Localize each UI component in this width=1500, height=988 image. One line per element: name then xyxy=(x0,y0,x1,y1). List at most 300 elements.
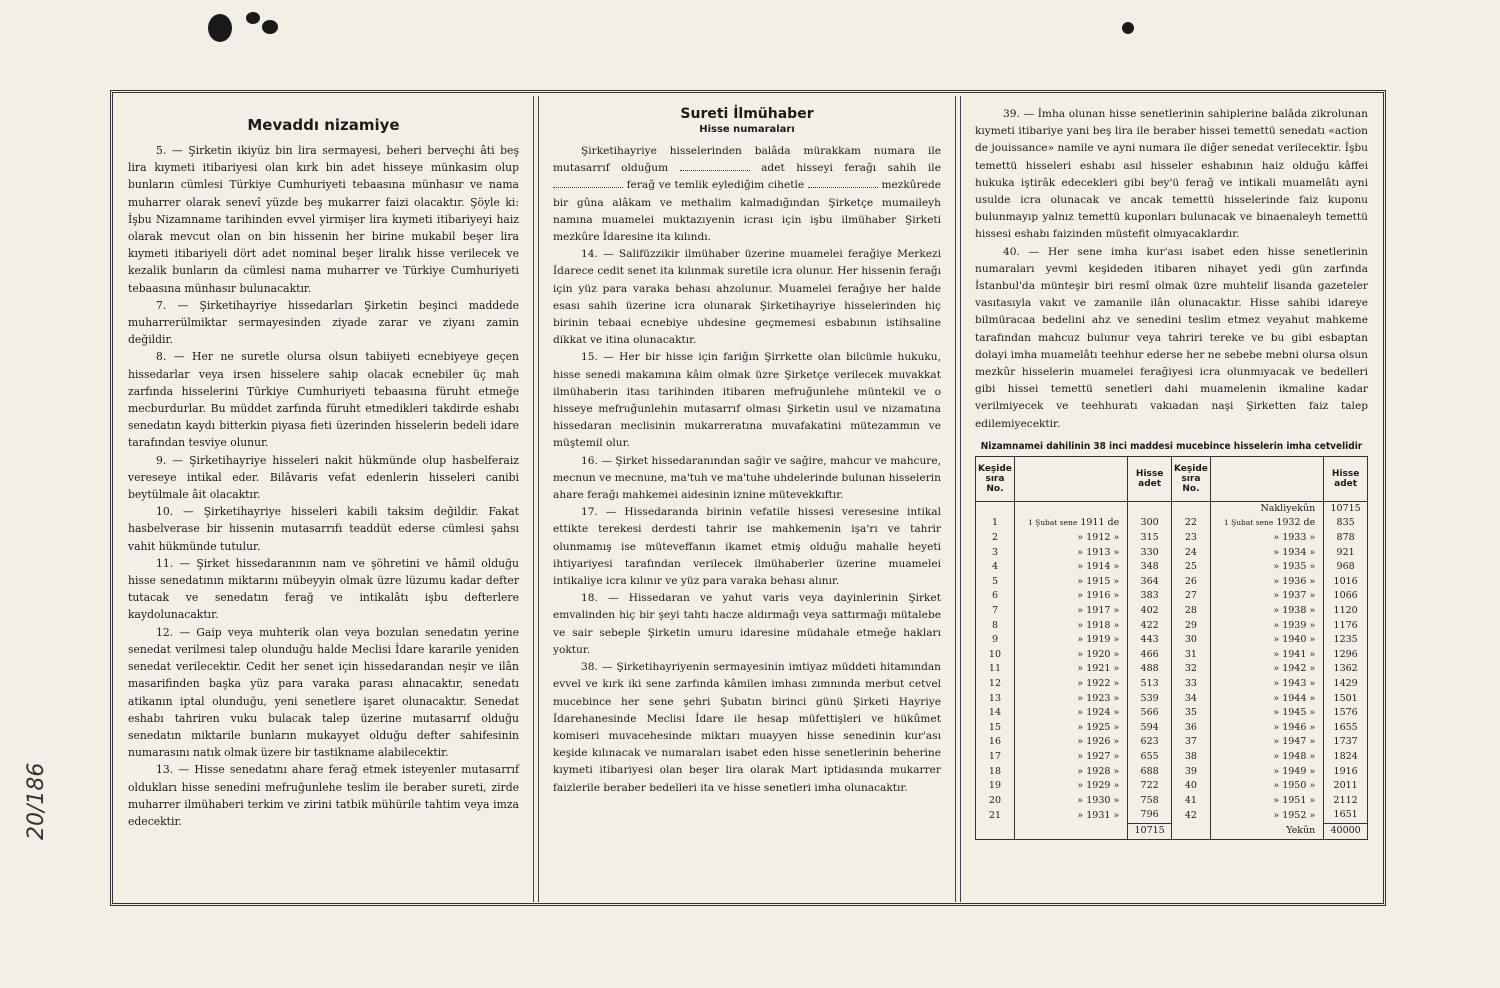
ditto-mark: » xyxy=(1309,707,1316,719)
table-cell-adet: 488 xyxy=(1128,662,1172,677)
article-paragraph: 17. — Hissedaranda birinin vefatile hissesi veresesine intikal ettikte terekesi derdesti tahrir ise mahkemenin işa'rı ve tahrir olunmamış ise müteveffanın ikamet etmiş olduğu mahalle heyeti ihtiyariyesi tarafından verilecek ilmühaberler üzerine muamelei intikaliye icra kılınır ve yüz para varaka behası alınır. xyxy=(553,506,941,588)
table-cell-date xyxy=(1210,735,1323,750)
table-row xyxy=(976,619,1368,634)
year-value: 1915 xyxy=(1086,575,1111,587)
ditto-mark: » xyxy=(1309,809,1316,821)
table-cell-date xyxy=(1014,531,1127,546)
table-cell-no: 37 xyxy=(1171,735,1210,750)
table-cell-adet: 722 xyxy=(1128,779,1172,794)
year-value: 1922 xyxy=(1086,677,1111,689)
table-cell-no: 15 xyxy=(976,721,1015,736)
table-cell-date xyxy=(1014,721,1127,736)
year-value: 1933 xyxy=(1282,532,1307,544)
table-cell-date xyxy=(1210,721,1323,736)
table-cell-adet: 1016 xyxy=(1324,575,1368,590)
article-paragraph: 11. — Şirket hissedaranının nam ve şöhretini ve hâmil olduğu hisse senedatının miktarını mübeyyin olmak üzre lüzumu kadar defter tutacak ve senedatın ferağ ve intikalâtı işbu defterlere kaydolunacaktır. xyxy=(128,556,519,622)
ditto-mark: » xyxy=(1309,721,1316,733)
table-cell-adet: 315 xyxy=(1128,531,1172,546)
table-cell-adet: 758 xyxy=(1128,794,1172,809)
column-sureti-ilmuhaber xyxy=(538,96,956,902)
year-value: 1943 xyxy=(1282,677,1307,689)
table-cell-date xyxy=(1014,823,1127,839)
year-value: 1913 xyxy=(1086,546,1111,558)
year-value: 1911 xyxy=(1080,517,1105,529)
ditto-mark: » xyxy=(1309,750,1316,762)
year-value: 1921 xyxy=(1086,663,1111,675)
table-cell-adet: 1501 xyxy=(1324,692,1368,707)
ditto-mark: » xyxy=(1309,619,1316,631)
year-value: 1925 xyxy=(1086,721,1111,733)
table-cell-date xyxy=(1014,677,1127,692)
ditto-mark: » xyxy=(1113,780,1120,792)
ditto-mark: » xyxy=(1309,546,1316,558)
article-paragraph: 8. — Her ne suretle olursa olsun tabiiyeti ecnebiyeye geçen hissedarlar veya irsen hisselere sahip olacak ecnebiler üç mah zarfında hisselerini Türkiye Cumhuriyeti tebaasına füruht etmeğe mecburdurlar. Bu müddet zarfında füruht etmedikleri takdirde eshabı senedatın kaydı bitterkin piyasa fieti üzerinden hisselerin bedeli idare tarafından tesviye olunur. xyxy=(128,350,519,450)
ditto-mark: » xyxy=(1273,809,1280,821)
carried-forward-label: Nakliyekûn xyxy=(1210,501,1323,516)
table-cell-no: 29 xyxy=(1171,619,1210,634)
ditto-mark: » xyxy=(1309,736,1316,748)
ditto-mark: » xyxy=(1077,648,1084,660)
table-row xyxy=(976,546,1368,561)
ditto-mark: » xyxy=(1113,532,1120,544)
table-cell-date xyxy=(1210,706,1323,721)
ditto-mark: » xyxy=(1273,707,1280,719)
year-value: 1938 xyxy=(1282,605,1307,617)
table-row xyxy=(976,604,1368,619)
article-paragraph: 40. — Her sene imha kur'ası isabet eden hisse senetlerinin numaraları yevmi keşideden itibaren nihayet yedi gün zarfında İstanbul'da münteşir biri resmî olmak üzre muhtelif lisanda gazeteler vasıtasıyla vakıt ve zamanile ilân olunacaktır. Hisse sahibi idareye bilmüracaa bedelini ahz ve senedini teslim etmez veyahut mahkeme tarafından mahcuz bulunur veya tahriri tereke ve bu gibi esbaptan dolayi imha muamelâtı teehhur ederse her ne sebebe mebni olursa olsun mezkûr hisselerin muamelei ferağiyesi icra olunmıyacak ve bedelleri gibi hissei temettü senetleri dahi muamelenin ikmaline kadar verilmiyecek ve teehhuratı vakıadan naşi Şirketten faiz talep edilemiyecektir. xyxy=(975,245,1368,430)
ditto-mark: » xyxy=(1309,692,1316,704)
table-row xyxy=(976,735,1368,750)
ditto-mark: » xyxy=(1273,634,1280,646)
year-value: 1947 xyxy=(1282,736,1307,748)
ditto-mark: » xyxy=(1309,561,1316,573)
table-cell-no: 18 xyxy=(976,765,1015,780)
paragraph-list xyxy=(975,106,1368,433)
table-cell-adet: 2011 xyxy=(1324,779,1368,794)
ditto-mark: » xyxy=(1273,605,1280,617)
table-row xyxy=(976,589,1368,604)
table-cell-date xyxy=(1014,516,1127,531)
table-cell-adet: 1824 xyxy=(1324,750,1368,765)
table-cell-no: 4 xyxy=(976,560,1015,575)
table-row xyxy=(976,677,1368,692)
table-cell-date xyxy=(1014,589,1127,604)
table-row xyxy=(976,560,1368,575)
table-cell-adet: 1362 xyxy=(1324,662,1368,677)
date-suffix: de xyxy=(1107,517,1120,529)
ditto-mark: » xyxy=(1113,546,1120,558)
table-row xyxy=(976,633,1368,648)
header-no: Keşide sıra No. xyxy=(976,456,1015,501)
table-cell-date xyxy=(1014,765,1127,780)
table-cell-adet: 383 xyxy=(1128,589,1172,604)
year-value: 1919 xyxy=(1086,634,1111,646)
table-cell-date xyxy=(1210,619,1323,634)
year-value: 1932 xyxy=(1276,517,1301,529)
table-cell-adet: 655 xyxy=(1128,750,1172,765)
table-cell-no: 42 xyxy=(1171,808,1210,823)
table-cell-adet: 466 xyxy=(1128,648,1172,663)
year-value: 1920 xyxy=(1086,648,1111,660)
year-value: 1952 xyxy=(1282,809,1307,821)
ditto-mark: » xyxy=(1113,575,1120,587)
ditto-mark: » xyxy=(1113,750,1120,762)
table-cell-no: 39 xyxy=(1171,765,1210,780)
table-cell-no: 14 xyxy=(976,706,1015,721)
table-cell-no: 17 xyxy=(976,750,1015,765)
ditto-mark: » xyxy=(1077,561,1084,573)
ditto-mark: » xyxy=(1273,750,1280,762)
table-cell-no: 32 xyxy=(1171,662,1210,677)
table-cell-no: 8 xyxy=(976,619,1015,634)
year-value: 1936 xyxy=(1282,575,1307,587)
ditto-mark: » xyxy=(1113,561,1120,573)
article-paragraph: 15. — Her bir hisse için fariğın Şirrkette olan bilcümle hukuku, hisse senedi makamına kâim olmak üzre Şirketçe verilecek muvakkat ilmühaberin itası tarihinden itibaren mefruğunlehe müntekil ve o hisseye mefruğunlehin mutasarrıf olması Şirketin usul ve nizamatına hissedaran meclisinin mukarreratına muvafakatini mütezammın ve müştemil olur. xyxy=(553,351,941,450)
ditto-mark: » xyxy=(1309,765,1316,777)
table-cell-date xyxy=(1014,501,1127,516)
year-value: 1924 xyxy=(1086,707,1111,719)
table-cell-adet: 330 xyxy=(1128,546,1172,561)
ditto-mark: » xyxy=(1309,575,1316,587)
table-cell-no xyxy=(1171,501,1210,516)
year-value: 1942 xyxy=(1282,663,1307,675)
ditto-mark: » xyxy=(1273,663,1280,675)
ditto-mark: » xyxy=(1309,663,1316,675)
table-cell-adet: 1066 xyxy=(1324,589,1368,604)
ditto-mark: » xyxy=(1273,721,1280,733)
year-value: 1951 xyxy=(1282,794,1307,806)
table-cell-date xyxy=(1014,692,1127,707)
table-cell-no: 16 xyxy=(976,735,1015,750)
year-value: 1914 xyxy=(1086,561,1111,573)
table-cell-no: 33 xyxy=(1171,677,1210,692)
table-cell-no: 11 xyxy=(976,662,1015,677)
table-row xyxy=(976,765,1368,780)
table-row xyxy=(976,516,1368,531)
ditto-mark: » xyxy=(1273,575,1280,587)
table-cell-adet: 348 xyxy=(1128,560,1172,575)
table-cell-adet: 10715 xyxy=(1324,501,1368,516)
article-paragraph: 5. — Şirketin ikiyüz bin lira sermayesi, beheri berveçhi âti beş lira kıymeti itibariyesi olan kırk bin adet hisseye münkasim olup bunların cümlesi Türkiye Cumhuriyeti tebaasına münhasır ve nama muharrer olarak senevî yüzde beş mukarrer faizi olacaktır. Şöyle ki: İşbu Nizamname tarihinden evvel yirmişer lira kıymeti itibariyeyi haiz olarak mevcut olan on bin hissenin her birine mukabil beşer lira kıymeti itibariyeli dört adet nominal beşer liralık hisse verilecek ve kezalik bunların da cümlesi nama muharrer ve Türkiye Cumhuriyeti tebaasına münhasır bulunacaktır. xyxy=(128,144,519,295)
section-title: Mevaddı nizamiye xyxy=(247,116,400,134)
table-cell-adet: 513 xyxy=(1128,677,1172,692)
ditto-mark: » xyxy=(1077,663,1084,675)
year-value: 1934 xyxy=(1282,546,1307,558)
redemption-table xyxy=(975,456,1368,840)
table-cell-no xyxy=(976,823,1015,839)
table-cell-adet: 1916 xyxy=(1324,765,1368,780)
section-subtitle: Hisse numaraları xyxy=(699,124,795,135)
table-cell-adet: 2112 xyxy=(1324,794,1368,809)
table-cell-no: 5 xyxy=(976,575,1015,590)
table-cell-date xyxy=(1014,604,1127,619)
margin-note: 20/186 xyxy=(24,762,49,840)
article-paragraph: 9. — Şirketihayriye hisseleri nakit hükmünde olup hasbelferaiz vereseye intikal eder. Bilâvaris vefat edenlerin hisseleri canibi beytülmale âit olacaktır. xyxy=(128,453,519,502)
year-value: 1916 xyxy=(1086,590,1111,602)
table-cell-date xyxy=(1210,750,1323,765)
table-cell-adet: 688 xyxy=(1128,765,1172,780)
table-cell-date xyxy=(1014,648,1127,663)
table-row xyxy=(976,531,1368,546)
total-label: Yekûn xyxy=(1210,823,1323,839)
ditto-mark: » xyxy=(1309,634,1316,646)
table-cell-no: 13 xyxy=(976,692,1015,707)
ditto-mark: » xyxy=(1113,736,1120,748)
table-cell-no xyxy=(976,501,1015,516)
table-cell-no: 24 xyxy=(1171,546,1210,561)
table-cell-no: 30 xyxy=(1171,633,1210,648)
ditto-mark: » xyxy=(1273,561,1280,573)
table-row xyxy=(976,692,1368,707)
table-cell-date xyxy=(1210,546,1323,561)
table-cell-date xyxy=(1210,765,1323,780)
ink-blot xyxy=(1122,22,1134,34)
table-cell-date xyxy=(1014,575,1127,590)
table-cell-no: 36 xyxy=(1171,721,1210,736)
table-cell-date xyxy=(1210,633,1323,648)
table-row xyxy=(976,721,1368,736)
table-row xyxy=(976,794,1368,809)
article-paragraph: 10. — Şirketihayriye hisseleri kabili taksim değildir. Fakat hasbelverase bir hissenin mutasarrıfı teaddüt ederse cümlesi şahsı vahit hükmünde tutulur. xyxy=(128,505,519,553)
table-cell-no: 26 xyxy=(1171,575,1210,590)
year-value: 1930 xyxy=(1086,794,1111,806)
table-cell-adet: 1655 xyxy=(1324,721,1368,736)
table-cell-adet: 422 xyxy=(1128,619,1172,634)
table-cell-adet: 1120 xyxy=(1324,604,1368,619)
table-row xyxy=(976,779,1368,794)
table-cell-adet: 402 xyxy=(1128,604,1172,619)
table-cell-date xyxy=(1210,575,1323,590)
ditto-mark: » xyxy=(1077,619,1084,631)
year-value: 1944 xyxy=(1282,692,1307,704)
ditto-mark: » xyxy=(1273,648,1280,660)
ditto-mark: » xyxy=(1077,765,1084,777)
table-cell-adet: 1296 xyxy=(1324,648,1368,663)
year-value: 1935 xyxy=(1282,561,1307,573)
ditto-mark: » xyxy=(1077,750,1084,762)
ditto-mark: » xyxy=(1077,721,1084,733)
table-cell-date xyxy=(1210,808,1323,823)
ditto-mark: » xyxy=(1273,619,1280,631)
table-row xyxy=(976,808,1368,823)
year-value: 1941 xyxy=(1282,648,1307,660)
ink-blot xyxy=(262,20,278,34)
table-cell-no: 6 xyxy=(976,589,1015,604)
table-row xyxy=(976,706,1368,721)
ditto-mark: » xyxy=(1113,809,1120,821)
table-cell-adet: 443 xyxy=(1128,633,1172,648)
table-cell-date xyxy=(1210,531,1323,546)
table-cell-adet: 539 xyxy=(1128,692,1172,707)
table-row xyxy=(976,750,1368,765)
ditto-mark: » xyxy=(1273,780,1280,792)
ditto-mark: » xyxy=(1077,532,1084,544)
ditto-mark: » xyxy=(1113,605,1120,617)
table-cell-adet: 835 xyxy=(1324,516,1368,531)
year-value: 1927 xyxy=(1086,750,1111,762)
table-cell-no: 25 xyxy=(1171,560,1210,575)
year-value: 1939 xyxy=(1282,619,1307,631)
year-value: 1949 xyxy=(1282,765,1307,777)
table-cell-no: 22 xyxy=(1171,516,1210,531)
year-value: 1912 xyxy=(1086,532,1111,544)
column-mevaddi-nizamiye xyxy=(114,96,534,902)
year-value: 1931 xyxy=(1086,809,1111,821)
ditto-mark: » xyxy=(1113,794,1120,806)
year-value: 1946 xyxy=(1282,721,1307,733)
table-cell-adet: 1429 xyxy=(1324,677,1368,692)
table-cell-no: 27 xyxy=(1171,589,1210,604)
table-cell-date xyxy=(1014,619,1127,634)
table-cell-no: 41 xyxy=(1171,794,1210,809)
year-value: 1918 xyxy=(1086,619,1111,631)
column-imha xyxy=(960,96,1382,902)
table-cell-date xyxy=(1014,546,1127,561)
year-value: 1937 xyxy=(1282,590,1307,602)
table-cell-adet: 1576 xyxy=(1324,706,1368,721)
table-cell-date xyxy=(1210,604,1323,619)
table-cell-date xyxy=(1210,589,1323,604)
table-cell-date xyxy=(1210,794,1323,809)
table-cell-adet: 300 xyxy=(1128,516,1172,531)
table-cell-date xyxy=(1014,779,1127,794)
date-prefix: 1 Şubat sene xyxy=(1223,518,1274,528)
certificate-text: Şirketihayriye hisselerinden balâda mürakkam numara ile mutasarrıf olduğum adet hisseyi ferağı sahih ile ferağ ve temlik eylediğim cihetle mezkûrede bir gûna alâkam ve methalim kalmadığından Şirketçe mumaileyh namına muamelei muktazıyenin icrası için işbu ilmühaber Şirketi mezkûre İdaresine ita kılındı. xyxy=(553,145,941,244)
article-paragraph: 7. — Şirketihayriye hissedarları Şirketin beşinci maddede muharrerülmiktar sermayesinden ziyade zarar ve ziyanı zamin değildir. xyxy=(128,298,519,347)
table-row xyxy=(976,648,1368,663)
table-cell-no: 31 xyxy=(1171,648,1210,663)
ditto-mark: » xyxy=(1077,736,1084,748)
table-cell-adet: 921 xyxy=(1324,546,1368,561)
article-paragraph: 18. — Hissedaran ve yahut varis veya dayinlerinin Şirket emvalinden hiç bir şeyi tahtı hacze aldırmağı veya sattırmağı mütalebe ve sair sebeple Şirketin umuru idaresine müdahale etmeğe hakları yoktur. xyxy=(553,592,941,656)
table-cell-adet: 878 xyxy=(1324,531,1368,546)
article-paragraph: 39. — İmha olunan hisse senetlerinin sahiplerine balâda zikrolunan kıymeti itibariye yani beş lira ile beraber hissei temettü senedatı «action de jouissance» namile ve ayni numara ile diğer senedat verilecektir. İşbu temettü hisseleri eshabı asıl hisseler eshabının haiz olduğu kâffei hukuka iştirâk edecekleri gibi bey'ü ferağ ve intikali muamelâtı ayni usulde icra olunacak ve ancak temettü hisselerinde faiz kuponu bulunmayıp yalnız temettü kuponları bulunacak ve binaenaleyh temettü hissesi eshabı faizinden müstefit olmıyacaklardır. xyxy=(975,108,1368,241)
table-cell-date xyxy=(1014,662,1127,677)
paragraph-list xyxy=(553,246,941,797)
year-value: 1917 xyxy=(1086,605,1111,617)
ditto-mark: » xyxy=(1113,721,1120,733)
table-cell-no: 12 xyxy=(976,677,1015,692)
ditto-mark: » xyxy=(1309,648,1316,660)
table-cell-date xyxy=(1210,648,1323,663)
table-cell-date xyxy=(1014,633,1127,648)
ditto-mark: » xyxy=(1077,809,1084,821)
table-cell-adet: 1235 xyxy=(1324,633,1368,648)
year-value: 1928 xyxy=(1086,765,1111,777)
table-cell-adet xyxy=(1128,501,1172,516)
table-cell-no xyxy=(1171,823,1210,839)
ditto-mark: » xyxy=(1113,663,1120,675)
ditto-mark: » xyxy=(1273,677,1280,689)
left-total: 10715 xyxy=(1128,823,1172,839)
table-row xyxy=(976,501,1368,516)
ditto-mark: » xyxy=(1077,692,1084,704)
ditto-mark: » xyxy=(1273,736,1280,748)
ditto-mark: » xyxy=(1309,605,1316,617)
ditto-mark: » xyxy=(1309,677,1316,689)
ditto-mark: » xyxy=(1273,532,1280,544)
ditto-mark: » xyxy=(1113,707,1120,719)
year-value: 1948 xyxy=(1282,750,1307,762)
year-value: 1929 xyxy=(1086,780,1111,792)
ditto-mark: » xyxy=(1309,590,1316,602)
ditto-mark: » xyxy=(1113,590,1120,602)
table-cell-date xyxy=(1210,516,1323,531)
table-cell-no: 23 xyxy=(1171,531,1210,546)
table-cell-no: 10 xyxy=(976,648,1015,663)
year-value: 1940 xyxy=(1282,634,1307,646)
table-cell-no: 7 xyxy=(976,604,1015,619)
paragraph-list xyxy=(128,142,519,830)
table-cell-adet: 364 xyxy=(1128,575,1172,590)
date-prefix: 1 Şubat sene xyxy=(1027,518,1078,528)
article-paragraph: 38. — Şirketihayriyenin sermayesinin imtiyaz müddeti hitamından evvel ve kırk iki sene zarfında kâmilen imhası zımnında merbut cetvel mucebince her sene şehri Şubatın birinci günü Şirketi Hayriye İdarehanesinde Meclisi İdare ile hesap müfettişleri ve hükûmet komiseri muvacehesinde miktarı muayyen hisse senedinin kur'ası keşide kılınacak ve numaraları isabet eden hisse senetlerinin beherine kıymeti itibariyesi olan beşer lira olarak Mart iptidasında mukarrer faizlerile beraber bedelleri ita ve hisse senetleri imha olunacaktır. xyxy=(553,661,941,794)
table-cell-adet: 1737 xyxy=(1324,735,1368,750)
ditto-mark: » xyxy=(1113,648,1120,660)
year-value: 1945 xyxy=(1282,707,1307,719)
table-cell-adet: 1176 xyxy=(1324,619,1368,634)
table-cell-no: 28 xyxy=(1171,604,1210,619)
article-paragraph: 12. — Gaip veya muhterik olan veya bozulan senedatın yerine senedat verilmesi talep olunduğu halde Meclisi İdare kararile yeniden senedat verilecektir. Cedit her senet için hissedarandan neşir ve ilân masarifinden başka yüz para varaka parası alınacaktır, senedatı atikanın iptal olunduğu, yeni senetlere işaret olunacaktır. Senedat eshabı tahriren vuku bulacak talep üzerine mutasarrıf olduğu senedatın miktarile bunların mukayyet olduğu defter sahifesinin numarasını natık olmak üzere bir tastikname alabilecektir. xyxy=(128,625,519,760)
table-cell-no: 40 xyxy=(1171,779,1210,794)
table-cell-no: 19 xyxy=(976,779,1015,794)
table-cell-no: 21 xyxy=(976,808,1015,823)
table-cell-date xyxy=(1210,662,1323,677)
table-cell-date xyxy=(1014,750,1127,765)
table-cell-no: 2 xyxy=(976,531,1015,546)
blank-line xyxy=(553,178,623,188)
year-value: 1926 xyxy=(1086,736,1111,748)
article-paragraph: 14. — Salifüzzikir ilmühaber üzerine muamelei ferağiye Merkezi İdarece cedit senet ita kılınmak suretile icra olunur. Her hissenin ferağı için yüz para varaka behası ahzolunur. Muamelei ferağıye her halde esası sahih üzerine icra olunarak Şirketihayriye hisselerinden hiç birinin tebaai ecnebiye uhdesine geçmemesi esbabının istihsaline dikkat ve itina olunacaktır. xyxy=(553,248,941,347)
year-value: 1950 xyxy=(1282,780,1307,792)
table-cell-no: 38 xyxy=(1171,750,1210,765)
table-cell-date xyxy=(1014,808,1127,823)
ditto-mark: » xyxy=(1273,590,1280,602)
grand-total: 40000 xyxy=(1324,823,1368,839)
table-cell-adet: 968 xyxy=(1324,560,1368,575)
table-cell-adet: 796 xyxy=(1128,808,1172,823)
ditto-mark: » xyxy=(1113,692,1120,704)
blank-line xyxy=(680,161,750,171)
header-adet: Hisse adet xyxy=(1324,456,1368,501)
table-caption: Nizamnamei dahilinin 38 inci maddesi mucebince hisselerin imha cetvelidir xyxy=(980,440,1363,452)
ditto-mark: » xyxy=(1309,780,1316,792)
blank-line xyxy=(808,178,878,188)
header-no: Keşide sıra No. xyxy=(1171,456,1210,501)
ditto-mark: » xyxy=(1113,634,1120,646)
ditto-mark: » xyxy=(1077,780,1084,792)
table-cell-adet: 594 xyxy=(1128,721,1172,736)
article-paragraph: 13. — Hisse senedatını ahare ferağ etmek isteyenler mutasarrıf oldukları hisse senedini mefruğunlehe teslim ile beraber sureti, zirde muharrer ilmühaberi terkim ve zirini tatbik mühürile tahtim veya imza edecektir. xyxy=(128,763,519,828)
ditto-mark: » xyxy=(1077,575,1084,587)
ditto-mark: » xyxy=(1309,794,1316,806)
header-adet: Hisse adet xyxy=(1128,456,1172,501)
ink-blot xyxy=(208,14,232,42)
table-cell-date xyxy=(1014,560,1127,575)
ditto-mark: » xyxy=(1113,765,1120,777)
table-cell-date xyxy=(1014,794,1127,809)
table-cell-no: 34 xyxy=(1171,692,1210,707)
table-cell-date xyxy=(1210,779,1323,794)
table-cell-date xyxy=(1210,677,1323,692)
ditto-mark: » xyxy=(1309,532,1316,544)
ditto-mark: » xyxy=(1077,677,1084,689)
ditto-mark: » xyxy=(1273,765,1280,777)
table-row xyxy=(976,662,1368,677)
table-cell-date xyxy=(1014,706,1127,721)
year-value: 1923 xyxy=(1086,692,1111,704)
table-cell-adet: 1651 xyxy=(1324,808,1368,823)
